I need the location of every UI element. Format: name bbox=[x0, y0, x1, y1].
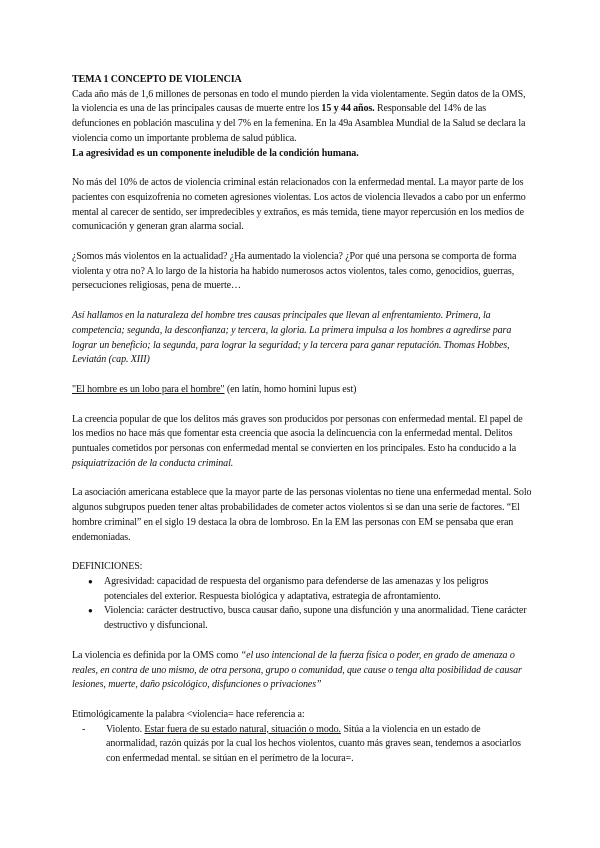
etymology-rest: Sitúa a la violencia en un estado de anormalidad, razón quizás por la cual los hechos violentos, cuanto más graves sean, tendemos a asociarlos con enfermedad mental. se sitúan en el perímetro de la locura=. bbox=[106, 723, 521, 765]
definition-item-violence bbox=[88, 604, 534, 633]
definitions-list bbox=[72, 575, 534, 634]
intro-bold-statement: La agresividad es un componente ineludible de la condición humana. bbox=[72, 147, 359, 159]
oms-definition-text: La violencia es definida por la OMS como bbox=[72, 649, 241, 661]
homo-homini-quote bbox=[72, 383, 534, 398]
paragraph-intro bbox=[72, 88, 534, 162]
etymology-intro: Etimológicamente la palabra <violencia= hace referencia a: bbox=[72, 708, 305, 720]
etymology-item bbox=[82, 723, 534, 767]
etymology-list bbox=[72, 723, 534, 767]
document-body bbox=[72, 73, 534, 767]
document-title: TEMA 1 CONCEPTO DE VIOLENCIA bbox=[72, 74, 242, 85]
bullet-icon: ● bbox=[88, 606, 93, 616]
homo-homini-rest: (en latín, homo homini lupus est) bbox=[224, 383, 357, 395]
definition-item-aggressiveness bbox=[88, 575, 534, 604]
intro-text-2: Responsable del 14% de las defunciones en población masculina y del 7% en la femenina. En la 49a Asamblea Mundial de la Salud se declara la violencia como un importante problema de salud pública. bbox=[72, 103, 526, 144]
etymology-underlined: Estar fuera de su estado natural, situación o modo. bbox=[144, 723, 341, 735]
paragraph-american-association: La asociación americana establece que la mayor parte de las personas violentas no tiene una enfermedad mental. Solo algunos subgrupos pueden tener altas probabilidades de cometer actos violentos si se dan una serie de factores. “El hombre criminal” en el siglo 19 destaca la obra de lombroso. En la EM las personas con EM se pensaba que eran endemoniadas. bbox=[72, 487, 532, 543]
intro-bold-age: 15 y 44 años. bbox=[321, 103, 375, 115]
definitions-heading: DEFINICIONES: bbox=[72, 561, 143, 573]
definition-text: Violencia: carácter destructivo, busca causar daño, supone una disfunción y una anormalidad. Tiene carácter destructivo y disfuncional. bbox=[104, 605, 527, 632]
paragraph-mental-illness: No más del 10% de actos de violencia criminal están relacionados con la enfermedad mental. La mayor parte de los pacientes con esquizofrenia no cometen agresiones violentas. Los actos de violencia llevados a cabo por un enfermo mental al carecer de sentido, ser impredecibles y extraños, es más temida, tiene mayor repercusión en los medios de comunicación y generan gran alarma social. bbox=[72, 177, 526, 233]
hobbes-quote-text: Así hallamos en la naturaleza del hombre tres causas principales que llevan al enfrentamiento. Primera, la competencia; segunda, la desconfianza; y tercera, la gloria. La primera impulsa a los hombres a agredirse para lograr un beneficio; la segunda, para lograr la seguridad; y la tercera para ganar reputación. Thomas Hobbes, Leviatán (cap. XIII) bbox=[72, 310, 512, 366]
dash-icon: - bbox=[82, 723, 86, 735]
paragraph-questions: ¿Somos más violentos en la actualidad? ¿Ha aumentado la violencia? ¿Por qué una persona se comporta de forma violenta y otra no? A lo largo de la historia ha habido numerosos actos violentos, tales como, genocidios, guerras, persecuciones religiosas, pena de muerte… bbox=[72, 251, 517, 292]
intro-text: Cada año más de 1,6 millones de personas en todo el mundo pierden la vida violentamente. Según datos de la OMS, la violencia es una de las principales causas de muerte entre los bbox=[72, 88, 526, 115]
popular-belief-italic: psiquiatrización de la conducta criminal. bbox=[72, 457, 234, 469]
homo-homini-underlined: "El hombre es un lobo para el hombre" bbox=[72, 383, 225, 395]
hobbes-quote bbox=[72, 309, 534, 368]
paragraph-oms-definition bbox=[72, 649, 534, 693]
paragraph-popular-belief bbox=[72, 413, 534, 472]
oms-definition-italic: “el uso intencional de la fuerza física o poder, en grado de amenaza o reales, en contra de uno mismo, de otra persona, grupo o comunidad, que cause o tenga alta posibilidad de causar lesiones, muerte, daño psicológico, disfunciones o privaciones” bbox=[72, 649, 522, 691]
popular-belief-text: La creencia popular de que los delitos más graves son producidos por personas con enfermedad mental. El papel de los medios no hace más que fomentar esta creencia que asocia la delincuencia con la enfermedad mental. Delitos puntuales cometidos por personas con enfermedad mental se convierten en los principales. Esto ha conducido a la bbox=[72, 413, 523, 455]
etymology-lead: Violento. bbox=[106, 723, 145, 735]
bullet-icon: ● bbox=[88, 576, 93, 586]
definition-text: Agresividad: capacidad de respuesta del organismo para defenderse de las amenazas y los peligros potenciales del exterior. Respuesta biológica y adaptativa, estrategia de afrontamiento. bbox=[104, 575, 489, 602]
